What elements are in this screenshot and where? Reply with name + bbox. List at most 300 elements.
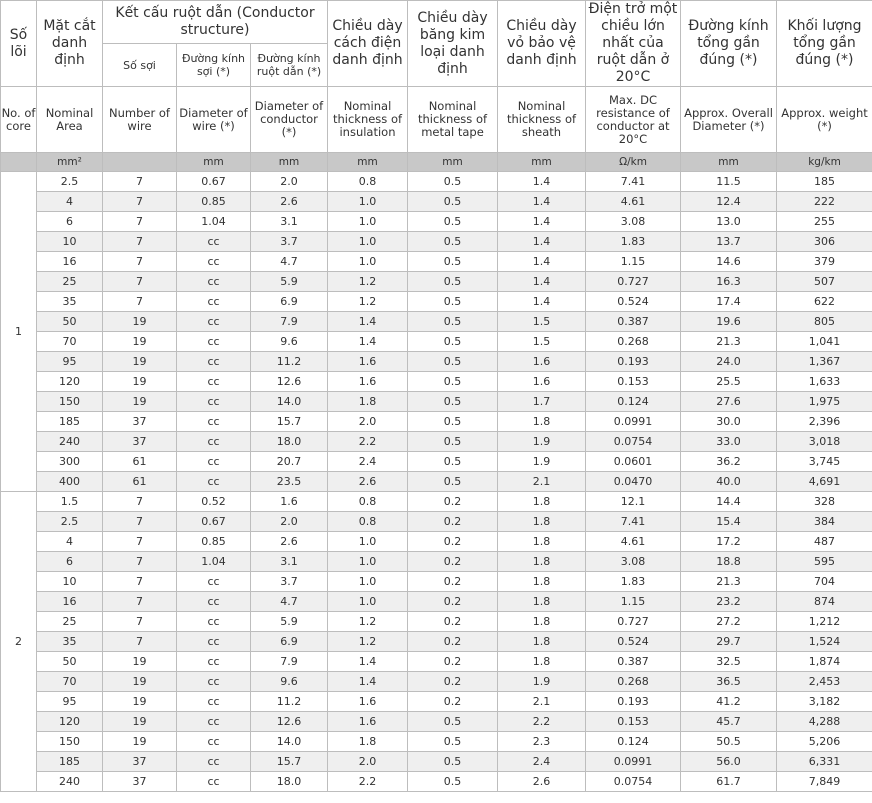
table-cell: 1.15 — [586, 252, 681, 272]
table-row — [1, 652, 872, 672]
table-cell: 6 — [37, 552, 103, 572]
header-cond-dia-vi: Đường kính ruột dẫn (*) — [251, 44, 328, 87]
table-cell: cc — [177, 672, 251, 692]
table-cell: 185 — [37, 412, 103, 432]
table-cell: 56.0 — [681, 752, 777, 772]
table-cell: 3.08 — [586, 552, 681, 572]
table-row — [1, 392, 872, 412]
table-cell: 1.0 — [328, 252, 408, 272]
table-cell: 0.524 — [586, 632, 681, 652]
table-cell: 1.4 — [498, 252, 586, 272]
table-cell: 0.5 — [408, 292, 498, 312]
table-cell: 12.6 — [251, 712, 328, 732]
table-cell: 0.0991 — [586, 412, 681, 432]
table-cell: 7 — [103, 492, 177, 512]
table-cell: 11.2 — [251, 352, 328, 372]
table-cell: 14.6 — [681, 252, 777, 272]
table-cell: 2.0 — [328, 752, 408, 772]
table-cell: 2.5 — [37, 172, 103, 192]
table-cell: 33.0 — [681, 432, 777, 452]
table-cell: 0.5 — [408, 732, 498, 752]
table-cell: 1.0 — [328, 572, 408, 592]
table-cell: cc — [177, 572, 251, 592]
table-cell: 379 — [777, 252, 872, 272]
table-cell: 1.0 — [328, 232, 408, 252]
table-cell: 0.268 — [586, 332, 681, 352]
table-cell: 2.1 — [498, 692, 586, 712]
table-cell: 1.2 — [328, 272, 408, 292]
table-cell: 0.0754 — [586, 772, 681, 792]
table-cell: 0.5 — [408, 192, 498, 212]
table-row — [1, 732, 872, 752]
table-cell: 0.5 — [408, 452, 498, 472]
table-row — [1, 352, 872, 372]
table-cell: 0.5 — [408, 712, 498, 732]
table-cell: cc — [177, 292, 251, 312]
units-row — [1, 153, 872, 172]
table-cell: 14.4 — [681, 492, 777, 512]
table-cell: 1.15 — [586, 592, 681, 612]
table-cell: 2.6 — [498, 772, 586, 792]
table-cell: 240 — [37, 772, 103, 792]
table-cell: 1.0 — [328, 212, 408, 232]
table-cell: 19 — [103, 372, 177, 392]
table-cell: cc — [177, 772, 251, 792]
table-cell: 2.6 — [328, 472, 408, 492]
table-cell: 1,367 — [777, 352, 872, 372]
table-cell: 2.6 — [251, 532, 328, 552]
table-cell: 0.193 — [586, 692, 681, 712]
table-cell: 1.8 — [498, 592, 586, 612]
table-cell: 61 — [103, 472, 177, 492]
table-cell: 3,018 — [777, 432, 872, 452]
table-cell: 3,182 — [777, 692, 872, 712]
table-cell: 0.2 — [408, 492, 498, 512]
table-row — [1, 612, 872, 632]
table-cell: 1.4 — [498, 292, 586, 312]
table-cell: cc — [177, 692, 251, 712]
unit-cell: mm — [498, 153, 586, 172]
table-cell: 0.2 — [408, 692, 498, 712]
table-cell: 50.5 — [681, 732, 777, 752]
table-cell: 1,524 — [777, 632, 872, 652]
header-cond-dia-en: Diameter of conductor (*) — [251, 87, 328, 153]
table-cell: 0.5 — [408, 252, 498, 272]
header-sheath-vi: Chiều dày vỏ bảo vệ danh định — [498, 1, 586, 87]
table-cell: 7.41 — [586, 172, 681, 192]
table-cell: 185 — [777, 172, 872, 192]
table-cell: 21.3 — [681, 332, 777, 352]
table-cell: 61 — [103, 452, 177, 472]
table-cell: 15.4 — [681, 512, 777, 532]
table-cell: 13.0 — [681, 212, 777, 232]
header-area-en: Nominal Area — [37, 87, 103, 153]
table-cell: 306 — [777, 232, 872, 252]
table-cell: 1.2 — [328, 292, 408, 312]
unit-cell: mm — [328, 153, 408, 172]
table-cell: 1.8 — [498, 532, 586, 552]
table-cell: 1.6 — [328, 692, 408, 712]
table-cell: 1.6 — [328, 712, 408, 732]
table-cell: 1.4 — [328, 672, 408, 692]
table-cell: cc — [177, 232, 251, 252]
table-cell: 1.8 — [328, 732, 408, 752]
table-cell: 0.0991 — [586, 752, 681, 772]
table-cell: 23.5 — [251, 472, 328, 492]
table-cell: 15.7 — [251, 412, 328, 432]
unit-cell — [103, 153, 177, 172]
header-resistance-en: Max. DC resistance of conductor at 20°C — [586, 87, 681, 153]
table-cell: 0.5 — [408, 472, 498, 492]
table-cell: 16 — [37, 592, 103, 612]
table-cell: 1.6 — [498, 352, 586, 372]
table-cell: 185 — [37, 752, 103, 772]
table-cell: 4,288 — [777, 712, 872, 732]
table-cell: 7 — [103, 212, 177, 232]
table-cell: 2.4 — [498, 752, 586, 772]
table-cell: cc — [177, 332, 251, 352]
table-cell: 0.2 — [408, 612, 498, 632]
table-cell: 10 — [37, 572, 103, 592]
header-wire-dia-vi: Đường kính sợi (*) — [177, 44, 251, 87]
table-cell: 1.6 — [328, 352, 408, 372]
header-core-en: No. of core — [1, 87, 37, 153]
table-cell: 2.0 — [251, 512, 328, 532]
table-cell: 0.5 — [408, 752, 498, 772]
table-cell: 0.2 — [408, 572, 498, 592]
table-row — [1, 752, 872, 772]
table-cell: 0.2 — [408, 632, 498, 652]
table-cell: 2.5 — [37, 512, 103, 532]
table-cell: 3.1 — [251, 212, 328, 232]
header-area-vi: Mặt cắt danh định — [37, 1, 103, 87]
table-cell: 1.8 — [498, 632, 586, 652]
table-cell: 61.7 — [681, 772, 777, 792]
table-cell: 0.2 — [408, 512, 498, 532]
table-cell: 6 — [37, 212, 103, 232]
header-resistance-vi: Điện trở một chiều lớn nhất của ruột dẫn ở 20°C — [586, 1, 681, 87]
table-cell: 7.9 — [251, 652, 328, 672]
table-cell: 1.0 — [328, 552, 408, 572]
table-row — [1, 172, 872, 192]
table-cell: 2.2 — [328, 772, 408, 792]
table-cell: 0.727 — [586, 272, 681, 292]
table-row — [1, 232, 872, 252]
core-count-cell: 1 — [1, 172, 37, 492]
table-cell: 0.2 — [408, 652, 498, 672]
table-cell: 3,745 — [777, 452, 872, 472]
table-cell: 0.5 — [408, 352, 498, 372]
header-structure-vi: Kết cấu ruột dẫn (Conductor structure) — [103, 1, 328, 44]
table-cell: 805 — [777, 312, 872, 332]
table-cell: 45.7 — [681, 712, 777, 732]
table-cell: cc — [177, 372, 251, 392]
table-cell: 70 — [37, 672, 103, 692]
table-cell: 1.8 — [328, 392, 408, 412]
unit-cell: Ω/km — [586, 153, 681, 172]
table-row — [1, 272, 872, 292]
table-cell: 1.8 — [498, 512, 586, 532]
table-cell: 1.4 — [498, 272, 586, 292]
table-cell: 2.4 — [328, 452, 408, 472]
table-row — [1, 692, 872, 712]
table-cell: 0.727 — [586, 612, 681, 632]
table-cell: 27.6 — [681, 392, 777, 412]
table-cell: 1.04 — [177, 552, 251, 572]
header-sheath-en: Nominal thickness of sheath — [498, 87, 586, 153]
table-cell: 0.524 — [586, 292, 681, 312]
table-cell: 2.2 — [328, 432, 408, 452]
table-cell: 0.2 — [408, 672, 498, 692]
table-cell: cc — [177, 752, 251, 772]
table-row — [1, 632, 872, 652]
table-row — [1, 412, 872, 432]
table-cell: 240 — [37, 432, 103, 452]
table-cell: 4.7 — [251, 592, 328, 612]
table-cell: 19 — [103, 732, 177, 752]
table-cell: 11.2 — [251, 692, 328, 712]
table-cell: 5.9 — [251, 612, 328, 632]
table-cell: 41.2 — [681, 692, 777, 712]
header-tape-vi: Chiều dày băng kim loại danh định — [408, 1, 498, 87]
table-cell: 0.0470 — [586, 472, 681, 492]
table-cell: 1.0 — [328, 192, 408, 212]
table-cell: 1.4 — [498, 212, 586, 232]
table-cell: 1.6 — [498, 372, 586, 392]
table-cell: 5.9 — [251, 272, 328, 292]
table-cell: 0.387 — [586, 312, 681, 332]
table-cell: 1.4 — [498, 172, 586, 192]
table-cell: 487 — [777, 532, 872, 552]
table-cell: 300 — [37, 452, 103, 472]
table-cell: 1.9 — [498, 672, 586, 692]
table-cell: 19 — [103, 312, 177, 332]
table-cell: 120 — [37, 712, 103, 732]
table-cell: 7 — [103, 552, 177, 572]
table-cell: 7.41 — [586, 512, 681, 532]
table-cell: 50 — [37, 652, 103, 672]
table-cell: 19 — [103, 392, 177, 412]
table-cell: 6,331 — [777, 752, 872, 772]
table-cell: 16 — [37, 252, 103, 272]
table-cell: 595 — [777, 552, 872, 572]
table-cell: 2.6 — [251, 192, 328, 212]
table-row — [1, 492, 872, 512]
table-row — [1, 512, 872, 532]
table-cell: 6.9 — [251, 292, 328, 312]
table-cell: 1.4 — [328, 312, 408, 332]
table-cell: 40.0 — [681, 472, 777, 492]
table-cell: 14.0 — [251, 732, 328, 752]
table-row — [1, 472, 872, 492]
table-row — [1, 252, 872, 272]
unit-cell-blank — [1, 153, 37, 172]
table-cell: 1,874 — [777, 652, 872, 672]
table-cell: 1.2 — [328, 612, 408, 632]
header-num-wire-en: Number of wire — [103, 87, 177, 153]
table-cell: 0.0754 — [586, 432, 681, 452]
table-cell: 0.67 — [177, 512, 251, 532]
table-row — [1, 312, 872, 332]
header-weight-vi: Khối lượng tổng gần đúng (*) — [777, 1, 872, 87]
table-cell: cc — [177, 272, 251, 292]
table-cell: 1.4 — [498, 192, 586, 212]
header-insulation-en: Nominal thickness of insulation — [328, 87, 408, 153]
table-cell: 255 — [777, 212, 872, 232]
table-row — [1, 192, 872, 212]
header-wire-dia-en: Diameter of wire (*) — [177, 87, 251, 153]
table-cell: 19 — [103, 332, 177, 352]
table-cell: cc — [177, 252, 251, 272]
table-cell: 2.0 — [251, 172, 328, 192]
table-cell: 1.8 — [498, 612, 586, 632]
table-row — [1, 552, 872, 572]
table-cell: 19 — [103, 712, 177, 732]
table-cell: 21.3 — [681, 572, 777, 592]
table-cell: 0.153 — [586, 372, 681, 392]
table-cell: 37 — [103, 412, 177, 432]
table-cell: 2.2 — [498, 712, 586, 732]
table-cell: 7 — [103, 292, 177, 312]
table-cell: 50 — [37, 312, 103, 332]
table-cell: 4.61 — [586, 192, 681, 212]
table-cell: 0.5 — [408, 392, 498, 412]
table-cell: 1.0 — [328, 592, 408, 612]
table-cell: 150 — [37, 732, 103, 752]
table-cell: 13.7 — [681, 232, 777, 252]
table-cell: 2.3 — [498, 732, 586, 752]
table-cell: cc — [177, 452, 251, 472]
table-row — [1, 712, 872, 732]
table-cell: 1.8 — [498, 572, 586, 592]
table-cell: 222 — [777, 192, 872, 212]
table-cell: 7 — [103, 172, 177, 192]
table-cell: 4 — [37, 532, 103, 552]
table-cell: 17.2 — [681, 532, 777, 552]
table-cell: 328 — [777, 492, 872, 512]
table-cell: 1.2 — [328, 632, 408, 652]
table-cell: cc — [177, 632, 251, 652]
table-cell: 1.9 — [498, 432, 586, 452]
table-cell: 0.0601 — [586, 452, 681, 472]
table-row — [1, 332, 872, 352]
table-cell: 24.0 — [681, 352, 777, 372]
table-cell: 2.1 — [498, 472, 586, 492]
table-cell: 1,633 — [777, 372, 872, 392]
table-cell: 37 — [103, 752, 177, 772]
table-cell: 95 — [37, 352, 103, 372]
table-cell: 874 — [777, 592, 872, 612]
table-cell: 1.8 — [498, 492, 586, 512]
table-cell: 4.61 — [586, 532, 681, 552]
table-cell: 30.0 — [681, 412, 777, 432]
table-cell: 1.0 — [328, 532, 408, 552]
table-cell: 7 — [103, 192, 177, 212]
table-cell: 12.6 — [251, 372, 328, 392]
table-cell: 1.6 — [251, 492, 328, 512]
table-cell: 2.0 — [328, 412, 408, 432]
table-cell: 11.5 — [681, 172, 777, 192]
table-cell: 1.83 — [586, 572, 681, 592]
table-cell: 18.8 — [681, 552, 777, 572]
table-cell: 7 — [103, 512, 177, 532]
table-cell: 1.8 — [498, 552, 586, 572]
table-cell: 1,041 — [777, 332, 872, 352]
table-cell: 507 — [777, 272, 872, 292]
table-cell: 7 — [103, 232, 177, 252]
table-cell: 12.4 — [681, 192, 777, 212]
table-cell: 3.1 — [251, 552, 328, 572]
header-diameter-vi: Đường kính tổng gần đúng (*) — [681, 1, 777, 87]
table-cell: 1.04 — [177, 212, 251, 232]
table-cell: 1,212 — [777, 612, 872, 632]
table-cell: 7,849 — [777, 772, 872, 792]
table-cell: 23.2 — [681, 592, 777, 612]
table-row — [1, 672, 872, 692]
table-cell: 0.5 — [408, 232, 498, 252]
table-row — [1, 592, 872, 612]
table-cell: 0.67 — [177, 172, 251, 192]
table-cell: 25 — [37, 272, 103, 292]
table-cell: 4.7 — [251, 252, 328, 272]
header-num-wire-vi: Số sợi — [103, 44, 177, 87]
unit-cell: mm — [681, 153, 777, 172]
table-cell: 0.52 — [177, 492, 251, 512]
table-cell: cc — [177, 412, 251, 432]
core-group-1 — [1, 172, 872, 492]
table-cell: 0.85 — [177, 192, 251, 212]
table-cell: 1,975 — [777, 392, 872, 412]
table-cell: 3.7 — [251, 232, 328, 252]
unit-cell: mm — [251, 153, 328, 172]
table-cell: 0.8 — [328, 492, 408, 512]
table-cell: 0.387 — [586, 652, 681, 672]
table-cell: 1.4 — [328, 332, 408, 352]
table-cell: 7 — [103, 632, 177, 652]
table-row — [1, 532, 872, 552]
table-cell: 0.5 — [408, 432, 498, 452]
table-cell: cc — [177, 352, 251, 372]
header-tape-en: Nominal thickness of metal tape — [408, 87, 498, 153]
table-row — [1, 572, 872, 592]
table-cell: cc — [177, 432, 251, 452]
table-cell: 37 — [103, 772, 177, 792]
table-cell: 0.5 — [408, 372, 498, 392]
table-cell: 0.124 — [586, 732, 681, 752]
table-cell: cc — [177, 312, 251, 332]
table-cell: 27.2 — [681, 612, 777, 632]
table-cell: 384 — [777, 512, 872, 532]
table-cell: cc — [177, 392, 251, 412]
table-cell: 0.5 — [408, 312, 498, 332]
table-cell: 0.5 — [408, 772, 498, 792]
table-cell: 150 — [37, 392, 103, 412]
table-cell: 622 — [777, 292, 872, 312]
table-cell: 29.7 — [681, 632, 777, 652]
table-cell: 19.6 — [681, 312, 777, 332]
table-row — [1, 372, 872, 392]
table-cell: 1.8 — [498, 412, 586, 432]
table-cell: cc — [177, 612, 251, 632]
table-row — [1, 432, 872, 452]
table-cell: 3.7 — [251, 572, 328, 592]
header-diameter-en: Approx. Overall Diameter (*) — [681, 87, 777, 153]
table-cell: 5,206 — [777, 732, 872, 752]
table-cell: 14.0 — [251, 392, 328, 412]
table-row — [1, 292, 872, 312]
table-cell: 25.5 — [681, 372, 777, 392]
table-cell: 0.193 — [586, 352, 681, 372]
